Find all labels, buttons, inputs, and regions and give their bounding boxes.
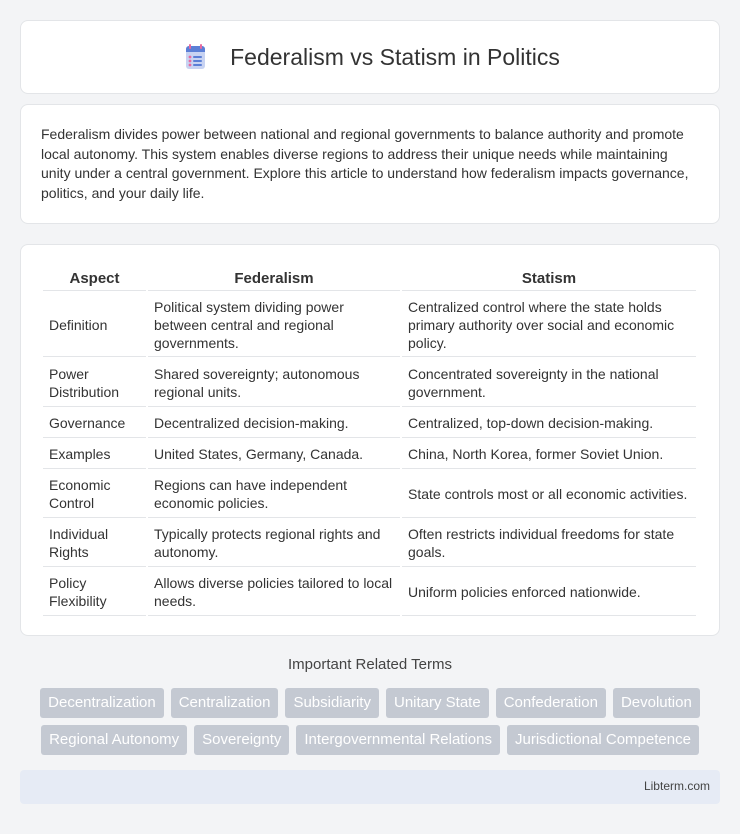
row-federalism: Allows diverse policies tailored to local needs. (148, 569, 400, 616)
row-aspect: Governance (43, 409, 146, 438)
term-tag[interactable]: Centralization (171, 688, 279, 718)
related-terms-title: Important Related Terms (288, 656, 452, 673)
row-federalism: United States, Germany, Canada. (148, 440, 400, 469)
comparison-table (41, 265, 698, 618)
row-aspect: Definition (43, 293, 146, 357)
row-aspect: Power Distribution (43, 359, 146, 407)
page-title: Federalism vs Statism in Politics (230, 43, 560, 70)
row-federalism: Typically protects regional rights and autonomy. (148, 520, 400, 567)
row-statism: Uniform policies enforced nationwide. (402, 569, 696, 616)
footer-site-link[interactable]: Libterm.com (643, 779, 710, 793)
row-federalism: Decentralized decision-making. (148, 409, 400, 438)
header-aspect: Aspect (43, 267, 146, 291)
intro-text: Federalism divides power between national and regional governments to balance authority and promote local autonomy. This system enables diverse regions to address their unique needs while maintaining unity under a central government. Explore this article to understand how federalism impacts governance, politics, and your daily life. (41, 126, 689, 201)
row-statism: Centralized control where the state holds primary authority over social and economic policy. (402, 293, 696, 357)
table-row (43, 409, 696, 438)
term-tag[interactable]: Intergovernmental Relations (296, 725, 500, 755)
row-statism: Concentrated sovereignty in the national government. (402, 359, 696, 407)
header-federalism: Federalism (148, 267, 400, 291)
term-tag[interactable]: Regional Autonomy (41, 725, 187, 755)
row-statism: Often restricts individual freedoms for state goals. (402, 520, 696, 567)
row-federalism: Regions can have independent economic policies. (148, 471, 400, 518)
term-tag[interactable]: Sovereignty (194, 725, 289, 755)
document-icon (180, 42, 210, 72)
row-statism: Centralized, top-down decision-making. (402, 409, 696, 438)
term-tag[interactable]: Devolution (613, 688, 700, 718)
term-tag[interactable]: Jurisdictional Competence (507, 725, 699, 755)
row-aspect: Economic Control (43, 471, 146, 518)
row-federalism: Shared sovereignty; autonomous regional units. (148, 359, 400, 407)
row-statism: China, North Korea, former Soviet Union. (402, 440, 696, 469)
table-row (43, 520, 696, 567)
footer (20, 770, 720, 804)
term-tag[interactable]: Decentralization (40, 688, 164, 718)
table-row (43, 293, 696, 357)
header-card (20, 20, 720, 94)
table-row (43, 471, 696, 518)
related-terms-list (20, 688, 720, 755)
header-statism: Statism (402, 267, 696, 291)
row-aspect: Examples (43, 440, 146, 469)
term-tag[interactable]: Unitary State (386, 688, 489, 718)
table-row (43, 569, 696, 616)
row-aspect: Individual Rights (43, 520, 146, 567)
row-federalism: Political system dividing power between central and regional governments. (148, 293, 400, 357)
table-row (43, 359, 696, 407)
row-aspect: Policy Flexibility (43, 569, 146, 616)
table-row (43, 440, 696, 469)
row-statism: State controls most or all economic activities. (402, 471, 696, 518)
term-tag[interactable]: Subsidiarity (285, 688, 379, 718)
intro-card (20, 104, 720, 224)
term-tag[interactable]: Confederation (496, 688, 606, 718)
comparison-table-card (20, 244, 720, 636)
table-header-row (43, 267, 696, 291)
